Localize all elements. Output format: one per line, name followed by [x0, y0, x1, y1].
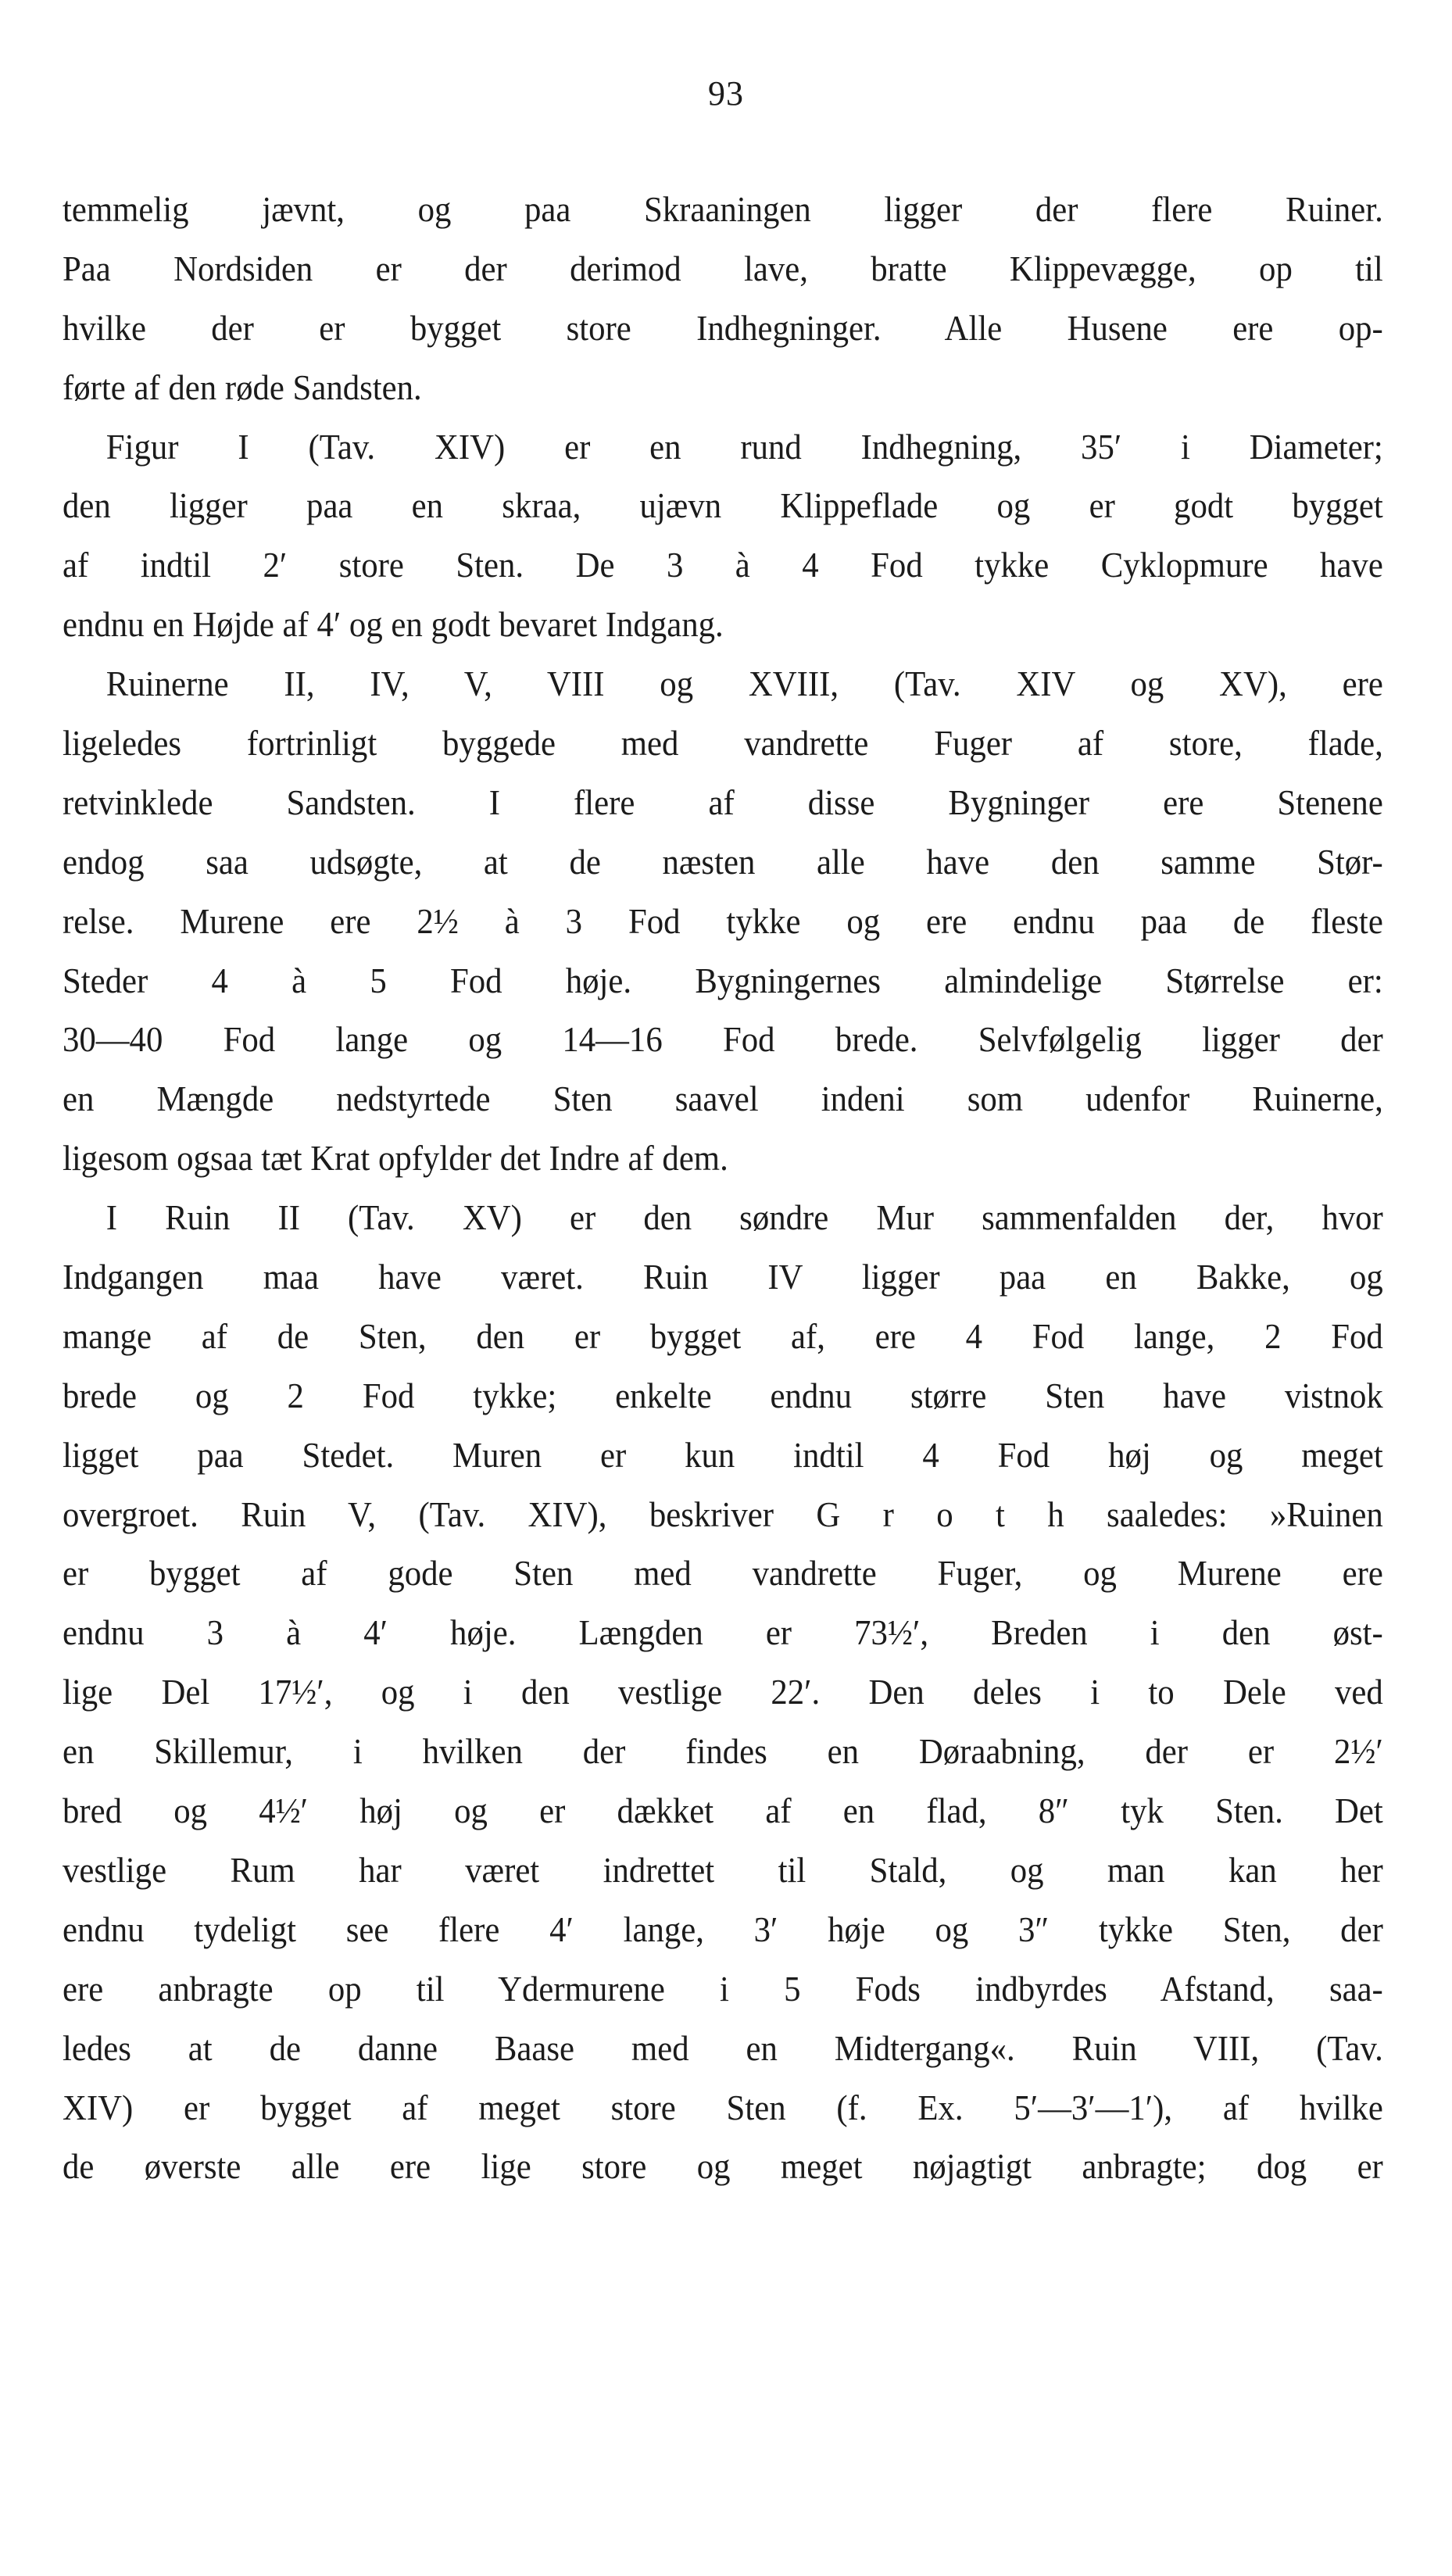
- text-line: overgroet. Ruin V, (Tav. XIV), beskriver G r o t h saaledes: »Ruinen: [63, 1494, 1383, 1534]
- text-line: relse. Murene ere 2½ à 3 Fod tykke og ere endnu paa de fleste: [63, 900, 1383, 941]
- text-line: mange af de Sten, den er bygget af, ere 4 Fod lange, 2 Fod: [63, 1315, 1383, 1356]
- text-line: endnu en Højde af 4′ og en godt bevaret Indgang.: [63, 604, 724, 645]
- text-line: ere anbragte op til Ydermurene i 5 Fods indbyrdes Afstand, saa-: [63, 1968, 1383, 2009]
- text-line: Paa Nordsiden er der derimod lave, bratte Klippevægge, op til: [63, 248, 1383, 288]
- text-line: I Ruin II (Tav. XV) er den søndre Mur sammenfalden der, hvor: [106, 1197, 1383, 1238]
- text-line: ligeledes fortrinligt byggede med vandrette Fuger af store, flade,: [63, 723, 1383, 764]
- text-line: Figur I (Tav. XIV) er en rund Indhegning, 35′ i Diameter;: [106, 426, 1383, 467]
- text-line: en Mængde nedstyrtede Sten saavel indeni som udenfor Ruinerne,: [63, 1079, 1383, 1119]
- text-line: Ruinerne II, IV, V, VIII og XVIII, (Tav. XIV og XV), ere: [106, 664, 1383, 704]
- text-line: ledes at de danne Baase med en Midtergang«. Ruin VIII, (Tav.: [63, 2027, 1383, 2068]
- text-line: brede og 2 Fod tykke; enkelte endnu større Sten have vistnok: [63, 1375, 1383, 1415]
- text-line: en Skillemur, i hvilken der findes en Døraabning, der er 2½′: [63, 1731, 1383, 1772]
- text-line: retvinklede Sandsten. I flere af disse Bygninger ere Stenene: [63, 782, 1383, 822]
- text-line: de øverste alle ere lige store og meget nøjagtigt anbragte; dog er: [63, 2146, 1383, 2187]
- text-line: endog saa udsøgte, at de næsten alle have den samme Stør-: [63, 841, 1383, 882]
- body-text: [63, 180, 1383, 2196]
- text-line: Steder 4 à 5 Fod høje. Bygningernes almindelige Størrelse er:: [63, 960, 1383, 1000]
- text-line: bred og 4½′ høj og er dækket af en flad, 8″ tyk Sten. Det: [63, 1791, 1383, 1831]
- text-line: Indgangen maa have været. Ruin IV ligger paa en Bakke, og: [63, 1257, 1383, 1297]
- text-line: førte af den røde Sandsten.: [63, 367, 422, 407]
- text-line: ligesom ogsaa tæt Krat opfylder det Indre af dem.: [63, 1138, 728, 1179]
- text-line: den ligger paa en skraa, ujævn Klippeflade og er godt bygget: [63, 485, 1383, 526]
- text-line: ligget paa Stedet. Muren er kun indtil 4 Fod høj og meget: [63, 1434, 1383, 1475]
- text-line: af indtil 2′ store Sten. De 3 à 4 Fod tykke Cyklopmure have: [63, 545, 1383, 585]
- text-line: endnu tydeligt see flere 4′ lange, 3′ høje og 3″ tykke Sten, der: [63, 1909, 1383, 1949]
- text-line: temmelig jævnt, og paa Skraaningen ligger der flere Ruiner.: [63, 189, 1383, 229]
- text-line: 30—40 Fod lange og 14—16 Fod brede. Selvfølgelig ligger der: [63, 1019, 1383, 1060]
- text-line: er bygget af gode Sten med vandrette Fuger, og Murene ere: [63, 1553, 1383, 1594]
- text-line: hvilke der er bygget store Indhegninger. Alle Husene ere op-: [63, 307, 1383, 348]
- text-line: endnu 3 à 4′ høje. Længden er 73½′, Breden i den øst-: [63, 1612, 1383, 1653]
- text-line: lige Del 17½′, og i den vestlige 22′. Den deles i to Dele ved: [63, 1672, 1383, 1712]
- text-line: XIV) er bygget af meget store Sten (f. Ex. 5′—3′—1′), af hvilke: [63, 2087, 1383, 2127]
- text-line: vestlige Rum har været indrettet til Stald, og man kan her: [63, 1849, 1383, 1890]
- page-number: 93: [708, 74, 744, 113]
